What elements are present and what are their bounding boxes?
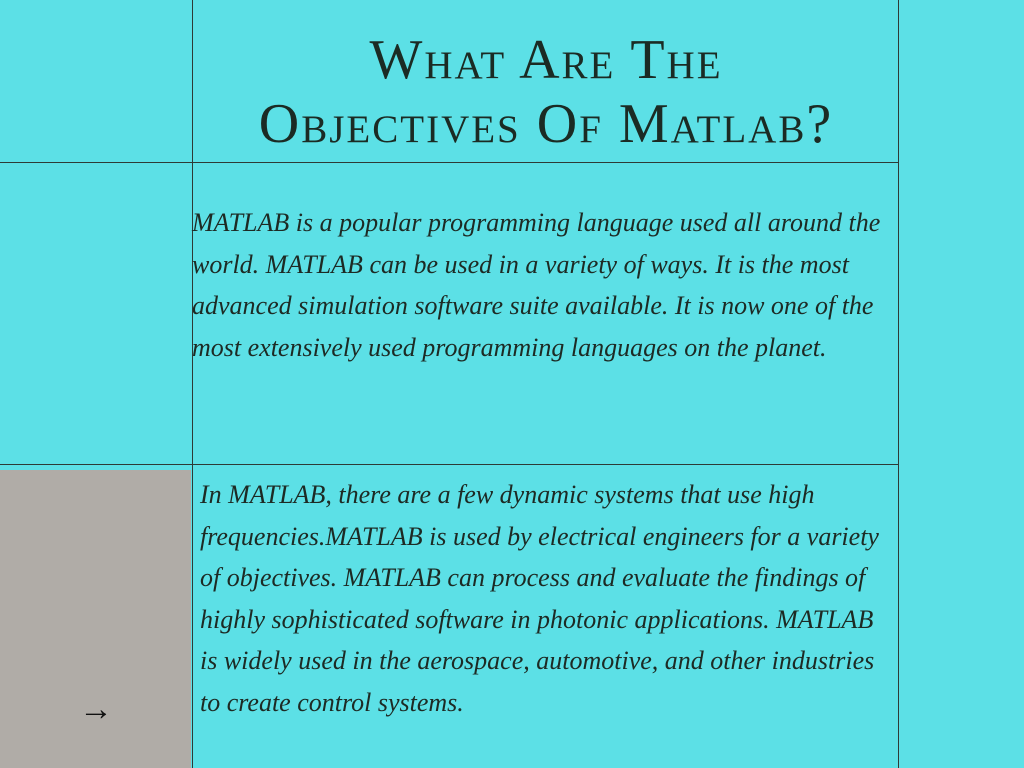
grid-line-top	[0, 162, 898, 163]
slide-title	[193, 28, 899, 156]
title-line-1: What Are The	[369, 29, 723, 91]
paragraph-objectives: In MATLAB, there are a few dynamic systems that use high frequencies.MATLAB is used by electrical engineers for a variety of objectives. MATLAB can process and evaluate the findings of highly sophisticated software in photonic applications. MATLAB is widely used in the aerospace, automotive, and other industries to create control systems.	[200, 480, 879, 717]
grid-line-middle	[0, 464, 898, 465]
title-line-2: Objectives Of Matlab?	[258, 93, 834, 155]
paragraph-intro: MATLAB is a popular programming language used all around the world. MATLAB can be used in a variety of ways. It is the most advanced simulation software suite available. It is now one of the most extensively used programming languages on the planet.	[192, 208, 881, 362]
arrow-right-icon[interactable]: →	[79, 691, 113, 728]
